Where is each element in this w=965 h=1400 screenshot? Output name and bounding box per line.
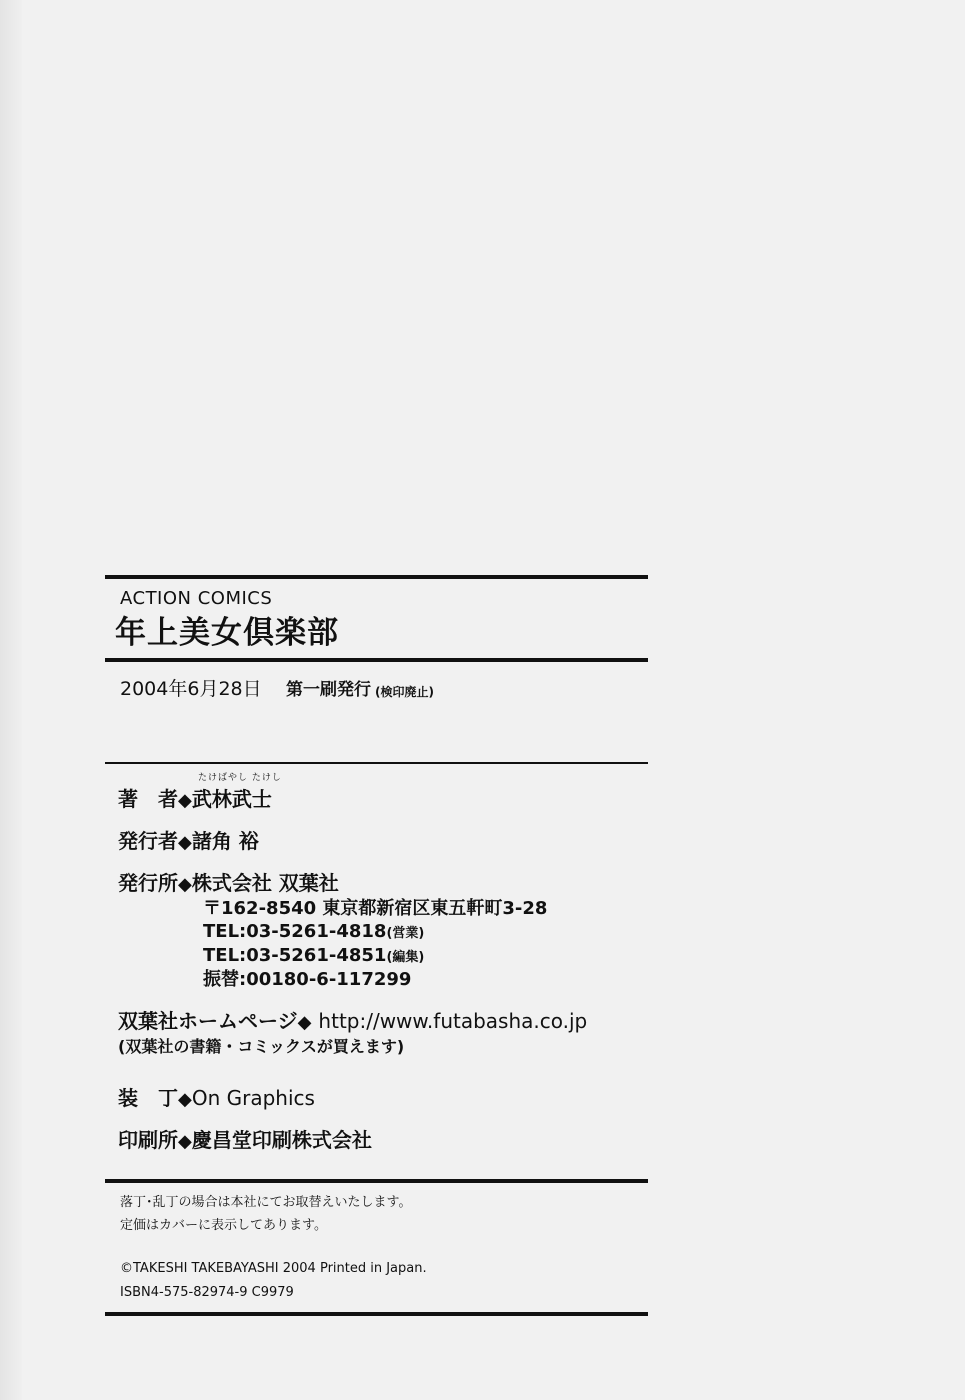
printer-row bbox=[118, 1130, 372, 1151]
rule-below-title bbox=[105, 658, 648, 662]
homepage-label: 双葉社ホームページ bbox=[118, 1009, 298, 1033]
series-name: ACTION COMICS bbox=[120, 588, 273, 609]
company-label: 発行所 bbox=[118, 871, 178, 895]
printer-name: 慶昌堂印刷株式会社 bbox=[191, 1128, 372, 1152]
diamond-icon: ◆ bbox=[178, 790, 192, 811]
author-row bbox=[118, 789, 272, 810]
tel-editorial-number: TEL:03-5261-4851 bbox=[203, 945, 387, 966]
tel-editorial bbox=[203, 947, 424, 965]
publisher-row bbox=[118, 831, 259, 852]
edition-label: 第一刷発行 bbox=[286, 680, 371, 700]
diamond-icon: ◆ bbox=[178, 832, 192, 853]
homepage-note: (双葉社の書籍・コミックスが買えます) bbox=[118, 1037, 405, 1056]
publisher-name: 諸角 裕 bbox=[191, 829, 259, 853]
tel-sales-note: (営業) bbox=[386, 926, 425, 941]
printer-label: 印刷所 bbox=[118, 1128, 178, 1152]
author-label: 著 者 bbox=[118, 787, 178, 811]
design-row bbox=[118, 1088, 315, 1109]
rule-credits-top bbox=[105, 762, 648, 764]
company-row bbox=[118, 873, 339, 894]
company-address: 〒162-8540 東京都新宿区東五軒町3-28 bbox=[203, 898, 548, 919]
diamond-icon: ◆ bbox=[178, 874, 192, 895]
transfer-account: 振替:00180-6-117299 bbox=[203, 969, 412, 990]
tel-sales-number: TEL:03-5261-4818 bbox=[203, 921, 387, 942]
author-ruby: たけばやし たけし bbox=[198, 773, 282, 783]
stamp-note: (検印廃止) bbox=[375, 685, 434, 699]
book-title: 年上美女倶楽部 bbox=[115, 615, 339, 651]
rule-notices-top bbox=[105, 1179, 648, 1183]
homepage-url: http://www.futabasha.co.jp bbox=[318, 1009, 588, 1033]
notice-replacement: 落丁･乱丁の場合は本社にてお取替えいたします。 bbox=[120, 1195, 412, 1210]
rule-bottom bbox=[105, 1312, 648, 1316]
rule-top bbox=[105, 575, 648, 579]
company-name: 株式会社 双葉社 bbox=[191, 871, 339, 895]
tel-sales bbox=[203, 923, 424, 941]
design-label: 装 丁 bbox=[118, 1086, 178, 1110]
diamond-icon: ◆ bbox=[178, 1089, 192, 1110]
design-name: On Graphics bbox=[191, 1086, 315, 1110]
diamond-icon: ◆ bbox=[297, 1012, 312, 1033]
homepage-row bbox=[118, 1011, 587, 1032]
tel-editorial-note: (編集) bbox=[386, 950, 425, 965]
isbn-line: ISBN4-575-82974-9 C9979 bbox=[120, 1285, 294, 1300]
publication-date: 2004年6月28日 bbox=[120, 678, 262, 700]
author-name: 武林武士 bbox=[191, 787, 272, 811]
diamond-icon: ◆ bbox=[178, 1131, 192, 1152]
notice-price: 定価はカバーに表示してあります。 bbox=[120, 1218, 327, 1233]
copyright-line: ©TAKESHI TAKEBAYASHI 2004 Printed in Japan. bbox=[120, 1261, 427, 1276]
publisher-label: 発行者 bbox=[118, 829, 178, 853]
